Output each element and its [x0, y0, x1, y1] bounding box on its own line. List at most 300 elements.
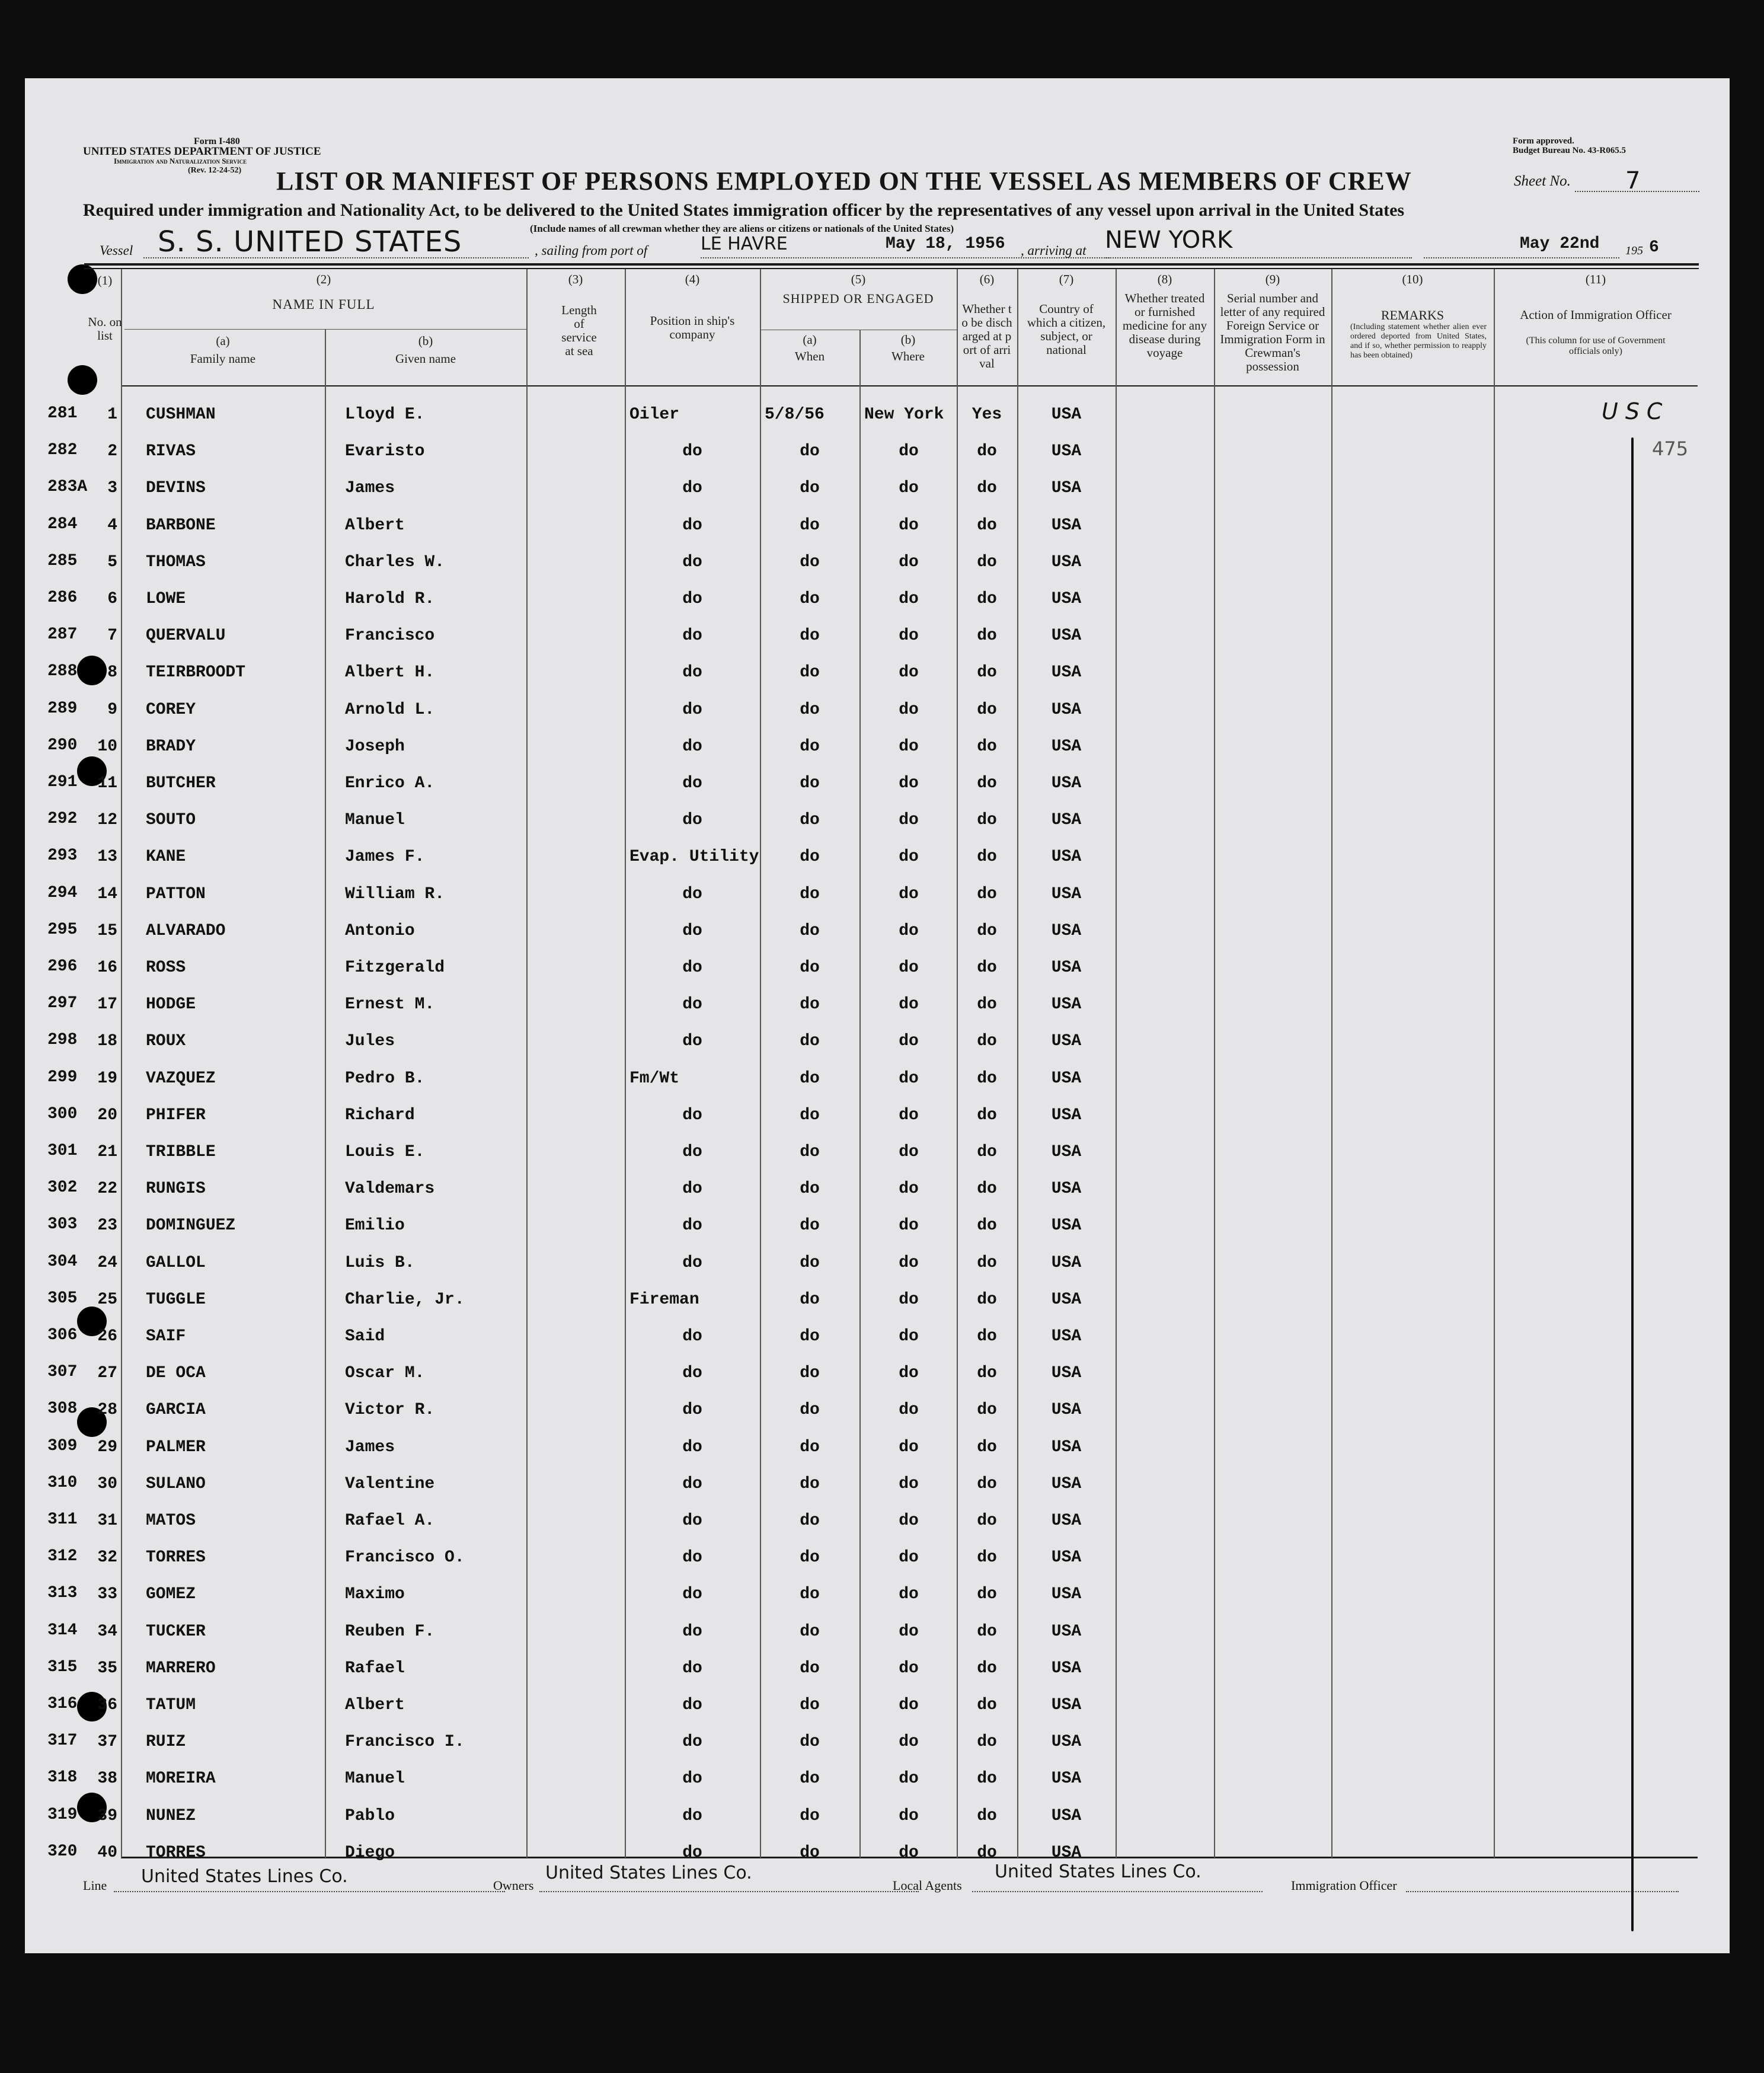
- row-list-number: 16: [97, 959, 117, 977]
- shipped-where: do: [899, 701, 919, 719]
- row-reference-number: 293: [47, 847, 78, 865]
- country: USA: [1051, 1069, 1082, 1088]
- given-name: Harold R.: [345, 590, 435, 608]
- family-name: GARCIA: [146, 1401, 206, 1419]
- shipped-where: do: [899, 1143, 919, 1161]
- position: do: [682, 1180, 702, 1198]
- discharged: do: [977, 516, 997, 535]
- position: do: [682, 1548, 702, 1567]
- number-annotation: 475: [1652, 437, 1689, 460]
- discharged: do: [977, 627, 997, 645]
- shipped-where: do: [899, 1327, 919, 1346]
- handwritten-bracket-line: [1631, 437, 1634, 1931]
- col5-number: (5): [851, 272, 866, 286]
- col5b-header: Where: [891, 349, 925, 363]
- shipped-where: do: [899, 1659, 919, 1678]
- given-name: Evaristo: [345, 442, 425, 461]
- given-name: Emilio: [345, 1216, 405, 1235]
- row-reference-number: 308: [47, 1400, 78, 1418]
- row-list-number: 26: [97, 1327, 117, 1346]
- row-list-number: 8: [107, 663, 117, 682]
- country: USA: [1051, 442, 1082, 461]
- position: do: [682, 1106, 702, 1125]
- arrival-port: NEW YORK: [1105, 226, 1233, 254]
- position: do: [682, 1364, 702, 1382]
- position: do: [682, 1512, 702, 1530]
- discharged: do: [977, 1106, 997, 1125]
- row-reference-number: 287: [47, 625, 78, 644]
- family-name: CUSHMAN: [146, 405, 216, 424]
- family-name: SULANO: [146, 1475, 206, 1493]
- given-name: Antonio: [345, 922, 415, 940]
- shipped-where: do: [899, 516, 919, 535]
- required-statement: Required under immigration and Nationality Act, to be delivered to the United States immigration officer by the representatives of any vessel upon arrival in the United States: [83, 200, 1405, 220]
- position: Evap. Utility: [629, 848, 759, 866]
- country: USA: [1051, 811, 1082, 829]
- row-reference-number: 304: [47, 1253, 78, 1271]
- shipped-when: do: [800, 1106, 820, 1125]
- discharged: do: [977, 1733, 997, 1751]
- family-name: RUIZ: [146, 1733, 186, 1751]
- row-list-number: 37: [97, 1733, 117, 1751]
- family-name: RIVAS: [146, 442, 196, 461]
- discharged: do: [977, 1659, 997, 1678]
- col1-header: No. on list: [88, 315, 122, 343]
- country: USA: [1051, 774, 1082, 793]
- owners-company: United States Lines Co.: [545, 1863, 752, 1883]
- given-name: Valdemars: [345, 1180, 435, 1198]
- row-reference-number: 318: [47, 1768, 78, 1787]
- given-name: Pablo: [345, 1807, 395, 1825]
- given-name: Fitzgerald: [345, 959, 445, 977]
- row-reference-number: 288: [47, 662, 78, 681]
- year-suffix: 6: [1649, 238, 1659, 257]
- given-name: Valentine: [345, 1475, 435, 1493]
- row-reference-number: 281: [47, 404, 78, 423]
- row-reference-number: 300: [47, 1105, 78, 1123]
- position: do: [682, 442, 702, 461]
- row-list-number: 23: [97, 1216, 117, 1235]
- shipped-when: do: [800, 1659, 820, 1678]
- country: USA: [1051, 1548, 1082, 1567]
- row-reference-number: 314: [47, 1621, 78, 1640]
- country: USA: [1051, 1291, 1082, 1309]
- row-reference-number: 296: [47, 957, 78, 976]
- position: do: [682, 1622, 702, 1641]
- sailing-port: LE HAVRE: [701, 234, 788, 254]
- family-name: HODGE: [146, 995, 196, 1014]
- owners-label: Owners: [493, 1878, 534, 1893]
- country: USA: [1051, 1733, 1082, 1751]
- country: USA: [1051, 1622, 1082, 1641]
- row-reference-number: 297: [47, 994, 78, 1012]
- department: UNITED STATES DEPARTMENT OF JUSTICE: [83, 145, 321, 158]
- country: USA: [1051, 1438, 1082, 1456]
- col7-header: Country of which a citizen, subject, or national: [1027, 302, 1106, 357]
- shipped-when: do: [800, 1696, 820, 1714]
- shipped-when: do: [800, 1254, 820, 1272]
- row-reference-number: 316: [47, 1695, 78, 1713]
- row-list-number: 2: [107, 442, 117, 461]
- discharged: do: [977, 1254, 997, 1272]
- given-name: Diego: [345, 1844, 395, 1862]
- shipped-when: do: [800, 1475, 820, 1493]
- family-name: MOREIRA: [146, 1769, 216, 1788]
- row-reference-number: 312: [47, 1547, 78, 1566]
- row-reference-number: 306: [47, 1326, 78, 1344]
- given-name: James: [345, 479, 395, 497]
- country: USA: [1051, 1254, 1082, 1272]
- given-name: William R.: [345, 885, 445, 903]
- given-name: Francisco: [345, 627, 435, 645]
- shipped-when: do: [800, 1622, 820, 1641]
- row-reference-number: 315: [47, 1658, 78, 1676]
- shipped-when: do: [800, 848, 820, 866]
- shipped-where: do: [899, 479, 919, 497]
- sheet-label: Sheet No.: [1514, 173, 1571, 189]
- line-label: Line: [83, 1878, 107, 1893]
- row-list-number: 31: [97, 1512, 117, 1530]
- shipped-where: do: [899, 922, 919, 940]
- position: do: [682, 1143, 702, 1161]
- country: USA: [1051, 848, 1082, 866]
- row-list-number: 38: [97, 1769, 117, 1788]
- budget-bureau: Budget Bureau No. 43-R065.5: [1513, 146, 1626, 155]
- given-name: Maximo: [345, 1585, 405, 1604]
- family-name: LOWE: [146, 590, 186, 608]
- row-list-number: 32: [97, 1548, 117, 1567]
- position: do: [682, 1475, 702, 1493]
- family-name: GALLOL: [146, 1254, 206, 1272]
- given-name: Albert: [345, 1696, 405, 1714]
- given-name: Richard: [345, 1106, 415, 1125]
- family-name: TUGGLE: [146, 1291, 206, 1309]
- shipped-where: do: [899, 1032, 919, 1050]
- service: Immigration and Naturalization Service: [114, 156, 247, 165]
- family-name: TORRES: [146, 1548, 206, 1567]
- shipped-when: do: [800, 627, 820, 645]
- country: USA: [1051, 405, 1082, 424]
- col1-number: (1): [97, 273, 113, 288]
- row-list-number: 27: [97, 1364, 117, 1382]
- position: Oiler: [629, 405, 680, 424]
- given-name: Said: [345, 1327, 385, 1346]
- country: USA: [1051, 1844, 1082, 1862]
- shipped-when: do: [800, 1733, 820, 1751]
- discharged: do: [977, 774, 997, 793]
- shipped-where: do: [899, 1180, 919, 1198]
- uscg-annotation: USC: [1602, 398, 1670, 424]
- row-list-number: 9: [107, 701, 117, 719]
- country: USA: [1051, 590, 1082, 608]
- shipped-where: do: [899, 553, 919, 571]
- shipped-when: do: [800, 1401, 820, 1419]
- shipped-when: do: [800, 553, 820, 571]
- country: USA: [1051, 1106, 1082, 1125]
- row-list-number: 17: [97, 995, 117, 1014]
- given-name: Ernest M.: [345, 995, 435, 1014]
- family-name: ROSS: [146, 959, 186, 977]
- row-reference-number: 311: [47, 1510, 78, 1529]
- discharged: do: [977, 1069, 997, 1088]
- discharged: do: [977, 1807, 997, 1825]
- shipped-where: do: [899, 1807, 919, 1825]
- country: USA: [1051, 553, 1082, 571]
- shipped-where: do: [899, 737, 919, 756]
- line-company: United States Lines Co.: [141, 1866, 348, 1887]
- row-list-number: 30: [97, 1475, 117, 1493]
- shipped-where: do: [899, 1438, 919, 1456]
- row-list-number: 34: [97, 1622, 117, 1641]
- family-name: VAZQUEZ: [146, 1069, 216, 1088]
- shipped-where: do: [899, 663, 919, 682]
- form-number: Form I-480: [194, 136, 240, 146]
- col10-header: REMARKS: [1380, 308, 1445, 322]
- sailing-label: , sailing from port of: [535, 243, 648, 258]
- shipped-where: do: [899, 442, 919, 461]
- country: USA: [1051, 737, 1082, 756]
- discharged: do: [977, 737, 997, 756]
- family-name: MARRERO: [146, 1659, 216, 1678]
- position: do: [682, 1327, 702, 1346]
- col2-header: NAME IN FULL: [272, 297, 375, 312]
- shipped-when: do: [800, 1291, 820, 1309]
- page-title: LIST OR MANIFEST OF PERSONS EMPLOYED ON THE VESSEL AS MEMBERS OF CREW: [276, 167, 1412, 196]
- position: do: [682, 1769, 702, 1788]
- position: do: [682, 1438, 702, 1456]
- vessel-name: S. S. UNITED STATES: [158, 225, 462, 258]
- position: do: [682, 663, 702, 682]
- country: USA: [1051, 1475, 1082, 1493]
- country: USA: [1051, 1696, 1082, 1714]
- shipped-where: do: [899, 1769, 919, 1788]
- col5a-header: When: [794, 349, 825, 363]
- shipped-when: do: [800, 774, 820, 793]
- family-name: TORRES: [146, 1844, 206, 1862]
- given-name: Rafael: [345, 1659, 405, 1678]
- discharged: do: [977, 1327, 997, 1346]
- family-name: DEVINS: [146, 479, 206, 497]
- row-reference-number: 292: [47, 810, 78, 828]
- col3-header: Length of service at sea: [561, 303, 597, 358]
- shipped-where: do: [899, 1291, 919, 1309]
- row-reference-number: 290: [47, 736, 78, 755]
- given-name: Jules: [345, 1032, 395, 1050]
- row-list-number: 20: [97, 1106, 117, 1125]
- shipped-when: do: [800, 1364, 820, 1382]
- manifest-sheet: [25, 78, 1730, 1953]
- position: do: [682, 1659, 702, 1678]
- row-list-number: 19: [97, 1069, 117, 1088]
- row-list-number: 13: [97, 848, 117, 866]
- country: USA: [1051, 1143, 1082, 1161]
- given-name: Luis B.: [345, 1254, 415, 1272]
- country: USA: [1051, 959, 1082, 977]
- discharged: do: [977, 1401, 997, 1419]
- given-name: Joseph: [345, 737, 405, 756]
- row-list-number: 11: [97, 774, 117, 793]
- family-name: DOMINGUEZ: [146, 1216, 236, 1235]
- shipped-where: do: [899, 1364, 919, 1382]
- shipped-when: do: [800, 1216, 820, 1235]
- row-reference-number: 309: [47, 1437, 78, 1455]
- shipped-where: do: [899, 1512, 919, 1530]
- shipped-when: do: [800, 811, 820, 829]
- family-name: KANE: [146, 848, 186, 866]
- shipped-when: do: [800, 959, 820, 977]
- shipped-when: do: [800, 516, 820, 535]
- officer-label: Immigration Officer: [1291, 1878, 1397, 1893]
- sheet-number: 7: [1625, 167, 1641, 194]
- discharged: do: [977, 1622, 997, 1641]
- row-list-number: 10: [97, 737, 117, 756]
- country: USA: [1051, 922, 1082, 940]
- family-name: MATOS: [146, 1512, 196, 1530]
- family-name: PATTON: [146, 885, 206, 903]
- shipped-where: do: [899, 1254, 919, 1272]
- col2a-header: Family name: [190, 352, 256, 366]
- shipped-where: do: [899, 627, 919, 645]
- col5b-number: (b): [900, 333, 916, 347]
- row-list-number: 15: [97, 922, 117, 940]
- position: do: [682, 1733, 702, 1751]
- shipped-when: 5/8/56: [765, 405, 825, 424]
- position: do: [682, 774, 702, 793]
- given-name: Manuel: [345, 811, 405, 829]
- row-reference-number: 307: [47, 1363, 78, 1381]
- punch-hole: [68, 365, 97, 395]
- col5-header: SHIPPED OR ENGAGED: [782, 291, 934, 306]
- col9-number: (9): [1265, 272, 1280, 286]
- given-name: Rafael A.: [345, 1512, 435, 1530]
- discharged: do: [977, 1216, 997, 1235]
- shipped-where: do: [899, 959, 919, 977]
- given-name: Charles W.: [345, 553, 445, 571]
- row-reference-number: 299: [47, 1068, 78, 1087]
- shipped-where: New York: [864, 405, 944, 424]
- country: USA: [1051, 663, 1082, 682]
- country: USA: [1051, 1364, 1082, 1382]
- position: do: [682, 1401, 702, 1419]
- shipped-when: do: [800, 1548, 820, 1567]
- shipped-when: do: [800, 1844, 820, 1862]
- col5a-number: (a): [803, 333, 817, 347]
- given-name: Enrico A.: [345, 774, 435, 793]
- family-name: NUNEZ: [146, 1807, 196, 1825]
- given-name: Pedro B.: [345, 1069, 425, 1088]
- row-reference-number: 295: [47, 921, 78, 939]
- shipped-where: do: [899, 1069, 919, 1088]
- sailing-date: May 18, 1956: [886, 235, 1005, 253]
- country: USA: [1051, 1401, 1082, 1419]
- given-name: James F.: [345, 848, 425, 866]
- shipped-where: do: [899, 885, 919, 903]
- country: USA: [1051, 1180, 1082, 1198]
- discharged: do: [977, 848, 997, 866]
- given-name: Manuel: [345, 1769, 405, 1788]
- position: do: [682, 737, 702, 756]
- col2-number: (2): [316, 272, 331, 286]
- position: do: [682, 479, 702, 497]
- shipped-where: do: [899, 1106, 919, 1125]
- position: do: [682, 627, 702, 645]
- family-name: DE OCA: [146, 1364, 206, 1382]
- position: do: [682, 516, 702, 535]
- position: do: [682, 1032, 702, 1050]
- family-name: QUERVALU: [146, 627, 226, 645]
- given-name: Victor R.: [345, 1401, 435, 1419]
- include-note: (Include names of all crewman whether they are aliens or citizens or nationals of the United States): [530, 223, 954, 234]
- col2a-number: (a): [216, 334, 230, 348]
- shipped-when: do: [800, 737, 820, 756]
- country: USA: [1051, 479, 1082, 497]
- row-list-number: 40: [97, 1844, 117, 1862]
- shipped-where: do: [899, 1696, 919, 1714]
- shipped-when: do: [800, 1769, 820, 1788]
- discharged: do: [977, 885, 997, 903]
- discharged: do: [977, 1769, 997, 1788]
- discharged: do: [977, 1438, 997, 1456]
- row-reference-number: 283A: [47, 478, 88, 496]
- given-name: Francisco I.: [345, 1733, 465, 1751]
- arrival-date: May 22nd: [1520, 235, 1600, 253]
- shipped-where: do: [899, 811, 919, 829]
- col10-number: (10): [1402, 272, 1423, 286]
- shipped-when: do: [800, 663, 820, 682]
- discharged: do: [977, 1291, 997, 1309]
- country: USA: [1051, 1769, 1082, 1788]
- row-list-number: 6: [107, 590, 117, 608]
- col11-note: (This column for use of Government officials only): [1526, 336, 1666, 356]
- shipped-where: do: [899, 1548, 919, 1567]
- row-list-number: 7: [107, 627, 117, 645]
- row-reference-number: 303: [47, 1215, 78, 1234]
- discharged: do: [977, 1364, 997, 1382]
- discharged: do: [977, 1143, 997, 1161]
- row-list-number: 33: [97, 1585, 117, 1604]
- shipped-when: do: [800, 442, 820, 461]
- row-list-number: 5: [107, 553, 117, 571]
- family-name: TEIRBROODT: [146, 663, 246, 682]
- col11-number: (11): [1585, 272, 1606, 286]
- shipped-where: do: [899, 1733, 919, 1751]
- col2b-header: Given name: [395, 352, 456, 366]
- row-list-number: 12: [97, 811, 117, 829]
- shipped-when: do: [800, 1807, 820, 1825]
- shipped-when: do: [800, 1032, 820, 1050]
- revision: (Rev. 12-24-52): [188, 166, 242, 175]
- discharged: do: [977, 479, 997, 497]
- shipped-when: do: [800, 885, 820, 903]
- shipped-when: do: [800, 995, 820, 1014]
- row-reference-number: 284: [47, 515, 78, 534]
- given-name: Charlie, Jr.: [345, 1291, 465, 1309]
- family-name: RUNGIS: [146, 1180, 206, 1198]
- country: USA: [1051, 1327, 1082, 1346]
- col7-number: (7): [1059, 272, 1074, 286]
- country: USA: [1051, 516, 1082, 535]
- family-name: BRADY: [146, 737, 196, 756]
- row-list-number: 39: [97, 1807, 117, 1825]
- given-name: James: [345, 1438, 395, 1456]
- row-reference-number: 319: [47, 1806, 78, 1824]
- col8-header: Whether treated or furnished medicine for any disease during voyage: [1122, 291, 1207, 360]
- row-reference-number: 285: [47, 552, 78, 570]
- row-list-number: 35: [97, 1659, 117, 1678]
- position: do: [682, 922, 702, 940]
- position: do: [682, 1216, 702, 1235]
- position: do: [682, 553, 702, 571]
